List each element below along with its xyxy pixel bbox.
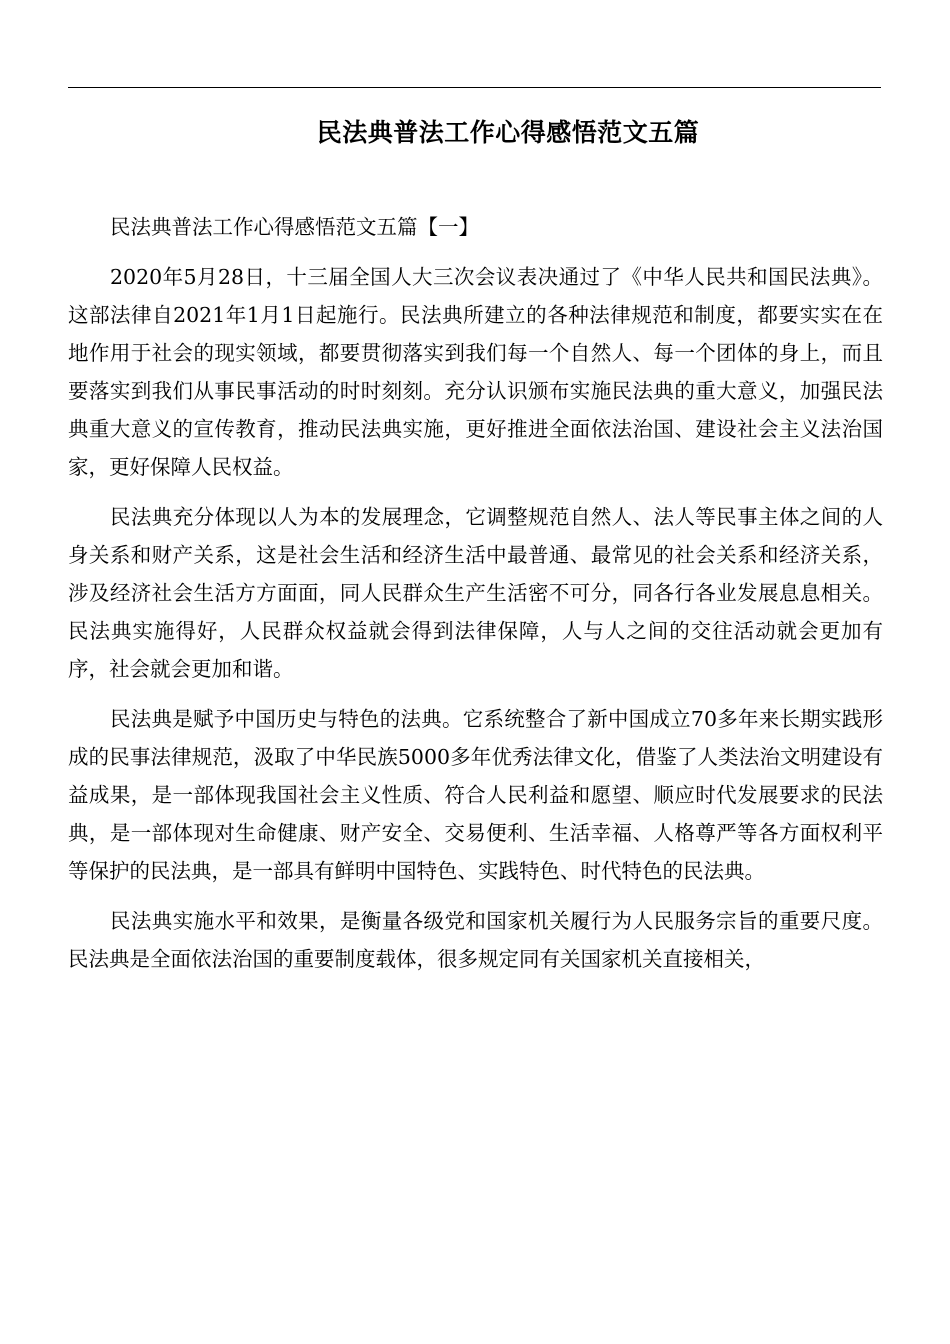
section-heading: 民法典普法工作心得感悟范文五篇【一】 <box>110 215 479 239</box>
header-rule <box>68 87 881 88</box>
document-body <box>68 208 883 978</box>
paragraph-3: 民法典是赋予中国历史与特色的法典。它系统整合了新中国成立70多年来长期实践形成的民事法律规范，汲取了中华民族5000多年优秀法律文化，借鉴了人类法治文明建设有益成果，是一部体现我国社会主义性质、符合人民利益和愿望、顺应时代发展要求的民法典，是一部体现对生命健康、财产安全、交易便利、生活幸福、人格尊严等各方面权利平等保护的民法典，是一部具有鲜明中国特色、实践特色、时代特色的民法典。 <box>68 707 883 883</box>
paragraph-1: 2020年5月28日，十三届全国人大三次会议表决通过了《中华人民共和国民法典》。这部法律自2021年1月1日起施行。民法典所建立的各种法律规范和制度，都要实实在在地作用于社会的现实领域，都要贯彻落实到我们每一个自然人、每一个团体的身上，而且要落实到我们从事民事活动的时时刻刻。充分认识颁布实施民法典的重大意义，加强民法典重大意义的宣传教育，推动民法典实施，更好推进全面依法治国、建设社会主义法治国家，更好保障人民权益。 <box>68 265 883 479</box>
paragraph-2: 民法典充分体现以人为本的发展理念，它调整规范自然人、法人等民事主体之间的人身关系和财产关系，这是社会生活和经济生活中最普通、最常见的社会关系和经济关系，涉及经济社会生活方方面面，同人民群众生产生活密不可分，同各行各业发展息息相关。民法典实施得好，人民群众权益就会得到法律保障，人与人之间的交往活动就会更加有序，社会就会更加和谐。 <box>68 505 883 681</box>
document-title: 民法典普法工作心得感悟范文五篇 <box>316 117 700 147</box>
paragraph-4: 民法典实施水平和效果，是衡量各级党和国家机关履行为人民服务宗旨的重要尺度。民法典是全面依法治国的重要制度载体，很多规定同有关国家机关直接相关， <box>68 909 883 971</box>
